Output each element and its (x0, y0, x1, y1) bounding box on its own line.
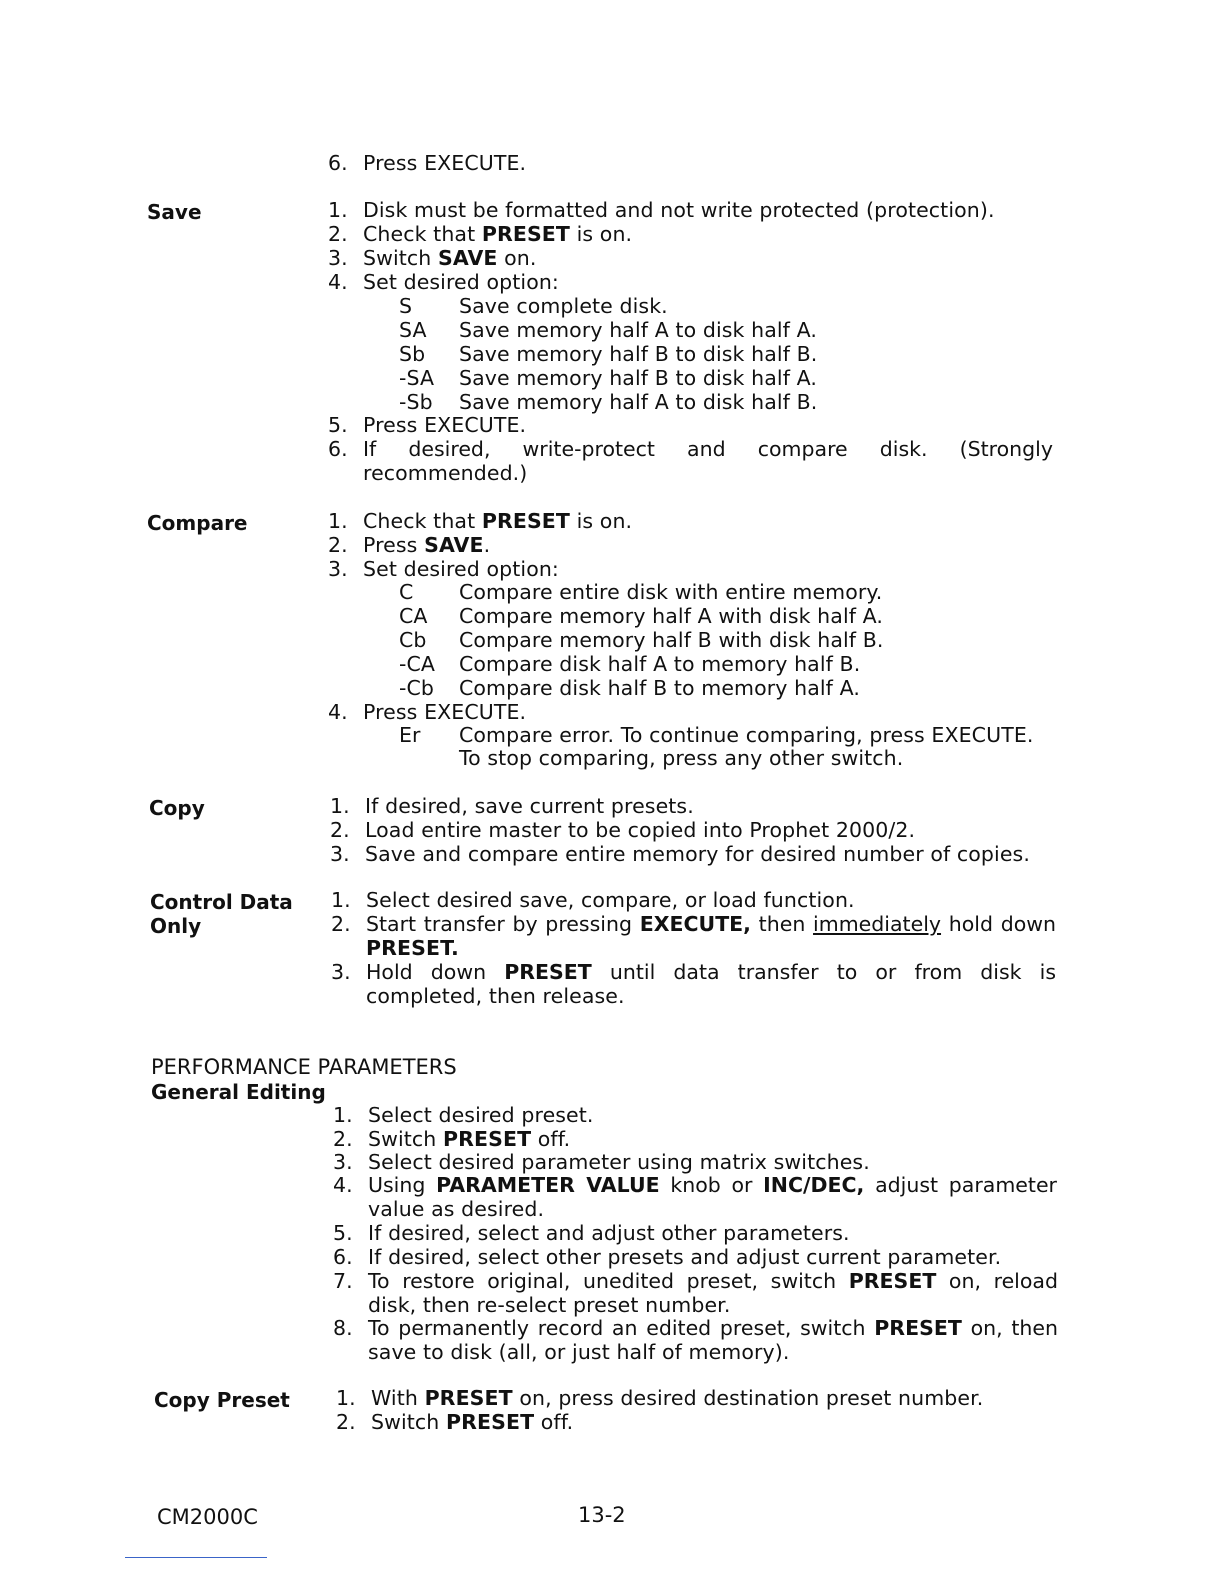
step-text: Check that PRESET is on. (363, 509, 633, 533)
save-option: -Sb Save memory half A to disk half B. (399, 390, 818, 414)
save-option: SA Save memory half A to disk half A. (399, 318, 817, 342)
step-text: Disk must be formatted and not write protected (protection). (363, 198, 995, 222)
step-number: 5. (328, 413, 348, 437)
step-number: 6. (328, 437, 348, 461)
footer-page-number: 13-2 (578, 1503, 626, 1527)
step-text: Select desired save, compare, or load function. (366, 888, 855, 912)
subsection-heading: General Editing (151, 1080, 326, 1104)
step-number: 1. (331, 888, 351, 912)
step-number: 3. (333, 1150, 353, 1174)
step-text: Switch SAVE on. (363, 246, 537, 270)
save-option: Sb Save memory half B to disk half B. (399, 342, 818, 366)
footer-doc-id: CM2000C (157, 1505, 258, 1529)
step-number: 6. (333, 1245, 353, 1269)
step-text: Save and compare entire memory for desired number of copies. (365, 842, 1030, 866)
general-step-4-text: Using PARAMETER VALUE knob or INC/DEC, adjust parameter (368, 1173, 1057, 1197)
general-step-7-text: To restore original, unedited preset, switch PRESET on, reload (368, 1269, 1058, 1293)
step-number: 2. (328, 222, 348, 246)
step-number: 7. (333, 1269, 353, 1293)
step-text: If desired, select other presets and adjust current parameter. (368, 1245, 1002, 1269)
step-text: Check that PRESET is on. (363, 222, 633, 246)
compare-option: CA Compare memory half A with disk half A. (399, 604, 884, 628)
general-step-4-text-cont: value as desired. (368, 1197, 545, 1221)
step-number: 6. (328, 151, 348, 175)
step-text: If desired, save current presets. (365, 794, 694, 818)
step-number: 8. (333, 1316, 353, 1340)
step-number: 4. (328, 270, 348, 294)
compare-error-option-cont: To stop comparing, press any other switch. (459, 746, 904, 770)
control-step-2-text-cont: PRESET. (366, 936, 459, 960)
step-text: Switch PRESET off. (371, 1410, 574, 1434)
compare-option: -CA Compare disk half A to memory half B. (399, 652, 861, 676)
compare-error-option: Er Compare error. To continue comparing, press EXECUTE. (399, 723, 1034, 747)
step-text: Select desired preset. (368, 1103, 594, 1127)
scan-edge-mark (125, 1557, 267, 1558)
step-number: 1. (336, 1386, 356, 1410)
step-text: With PRESET on, press desired destination preset number. (371, 1386, 984, 1410)
step-text: Press EXECUTE. (363, 413, 527, 437)
section-label-control-data: Control Data (150, 890, 293, 914)
control-step-3-text: Hold down PRESET until data transfer to or from disk is (366, 960, 1057, 984)
step-text: Press SAVE. (363, 533, 491, 557)
section-label-copy: Copy (149, 796, 205, 820)
save-option: -SA Save memory half B to disk half A. (399, 366, 818, 390)
control-step-2-text: Start transfer by pressing EXECUTE, then immediately hold down (366, 912, 1057, 936)
step-number: 3. (331, 960, 351, 984)
step-number: 1. (328, 198, 348, 222)
step-number: 3. (328, 557, 348, 581)
compare-option: C Compare entire disk with entire memory. (399, 580, 883, 604)
section-label-only: Only (150, 914, 202, 938)
step-number: 2. (336, 1410, 356, 1434)
save-step-6-text-cont: recommended.) (363, 461, 528, 485)
step-number: 2. (330, 818, 350, 842)
section-label-copy-preset: Copy Preset (154, 1388, 290, 1412)
step-text: Load entire master to be copied into Prophet 2000/2. (365, 818, 916, 842)
section-label-save: Save (147, 200, 202, 224)
compare-option: Cb Compare memory half B with disk half B. (399, 628, 884, 652)
step-number: 4. (333, 1173, 353, 1197)
step-number: 1. (330, 794, 350, 818)
control-step-3-text-cont: completed, then release. (366, 984, 625, 1008)
save-option: S Save complete disk. (399, 294, 668, 318)
section-heading: PERFORMANCE PARAMETERS (151, 1055, 457, 1079)
step-text: Set desired option: (363, 557, 559, 581)
step-number: 2. (331, 912, 351, 936)
compare-option: -Cb Compare disk half B to memory half A. (399, 676, 860, 700)
step-text: Switch PRESET off. (368, 1127, 571, 1151)
step-text: Set desired option: (363, 270, 559, 294)
step-number: 1. (328, 509, 348, 533)
step-text: If desired, select and adjust other parameters. (368, 1221, 850, 1245)
step-number: 2. (328, 533, 348, 557)
step-number: 3. (330, 842, 350, 866)
step-number: 5. (333, 1221, 353, 1245)
step-number: 2. (333, 1127, 353, 1151)
step-number: 3. (328, 246, 348, 270)
step-text: Press EXECUTE. (363, 700, 527, 724)
section-label-compare: Compare (147, 511, 248, 535)
step-text: Press EXECUTE. (363, 151, 527, 175)
general-step-8-text-cont: save to disk (all, or just half of memory). (368, 1340, 790, 1364)
save-step-6-text: If desired, write-protect and compare disk. (Strongly (363, 437, 1053, 461)
general-step-8-text: To permanently record an edited preset, switch PRESET on, then (368, 1316, 1058, 1340)
step-number: 1. (333, 1103, 353, 1127)
general-step-7-text-cont: disk, then re-select preset number. (368, 1293, 731, 1317)
step-number: 4. (328, 700, 348, 724)
step-text: Select desired parameter using matrix switches. (368, 1150, 870, 1174)
